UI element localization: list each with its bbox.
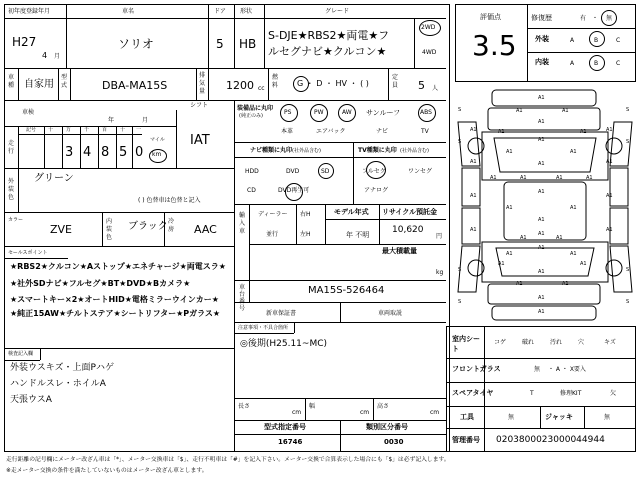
digit-header: 万 xyxy=(66,127,72,133)
spare-kit: 修理KIT xyxy=(560,390,582,397)
tool-value: 無 xyxy=(508,414,515,421)
warranty-book: 新車保証書 xyxy=(266,310,297,317)
diagram-label: A1 xyxy=(506,205,513,211)
nav-sub: (社外品含む) xyxy=(292,148,321,154)
diagram-label: A1 xyxy=(520,235,527,241)
diagram-label: A1 xyxy=(538,161,545,167)
chassis-label: 車台番号 xyxy=(239,284,246,312)
max-load-unit: kg xyxy=(436,269,444,276)
reg-month-value: 4 xyxy=(42,51,48,60)
fuel-options: G ・ D ・ HV ・ ( ) xyxy=(297,79,369,88)
diagram-label: A1 xyxy=(498,129,505,135)
score-value: 3.5 xyxy=(472,29,517,62)
chassis-value: MA15S-526464 xyxy=(308,285,385,296)
nav-dvd-play: DVD再生可 xyxy=(278,187,310,194)
import-left: 左H xyxy=(300,231,311,238)
diagram-label: A1 xyxy=(520,175,527,181)
color-label: 外装色 xyxy=(8,178,15,201)
recycle-value: 10,620 xyxy=(392,225,424,235)
type-approval-label: 型式指定番号 xyxy=(264,423,306,431)
diagram-side-mark: S xyxy=(626,107,630,113)
diagram-label: A1 xyxy=(580,261,587,267)
diagram-label: A1 xyxy=(586,175,593,181)
interior-label: 内装色 xyxy=(106,218,113,241)
diagram-side-mark: S xyxy=(458,107,462,113)
digit-header: 記号 xyxy=(26,127,37,133)
equip-item-aw: AW xyxy=(342,109,352,116)
sales-line-4: ★純正15AW★チルトステア★シートリフター★Pガラス★ xyxy=(10,309,221,318)
color-note: ( ) 色替車は色替と記入 xyxy=(138,197,201,204)
equip-leather: 本革 xyxy=(281,128,294,135)
notes-value: ◎後期(H25.11~MC) xyxy=(240,339,327,349)
diagram-label: A1 xyxy=(556,175,563,181)
sales-line-1: ★RBS2★クルコン★Aストップ★エネチャージ★両電スラ★ xyxy=(10,262,226,271)
diagram-label: A1 xyxy=(538,95,545,101)
import-label: 輸入車 xyxy=(239,212,246,235)
diagram-label: A1 xyxy=(606,159,613,165)
displacement-value: 1200 xyxy=(226,79,254,92)
capacity-unit: 人 xyxy=(432,85,439,92)
equip-tv: TV xyxy=(421,128,429,135)
diagram-label: A1 xyxy=(570,251,577,257)
diagram-side-mark: S xyxy=(458,267,462,273)
score-label: 評価点 xyxy=(480,13,501,21)
import-dealer: ディーラー xyxy=(258,211,288,218)
diagram-side-mark: S xyxy=(458,299,462,305)
color-value: グリーン xyxy=(34,173,74,184)
color-code-label: カラー xyxy=(8,217,24,223)
recycle-unit: 円 xyxy=(436,233,443,240)
year-unit: 年 xyxy=(108,117,115,124)
diagram-label: A1 xyxy=(606,127,613,133)
grade-line1: S-DJE★RBS2★両電★フ xyxy=(268,29,390,42)
shift-label: シフト xyxy=(190,102,209,109)
diagram-label: A1 xyxy=(556,235,563,241)
seat-label: 室内シート xyxy=(452,335,480,353)
car-damage-diagram xyxy=(452,86,638,324)
diagram-label: A1 xyxy=(470,127,477,133)
sales-line-2: ★社外SDナビ★フルセグ★BT★DVD★Bカメラ★ xyxy=(10,279,191,288)
diagram-side-mark: S xyxy=(626,299,630,305)
jack-label: ジャッキ xyxy=(545,413,573,421)
ac-value: AAC xyxy=(194,223,217,236)
model-code-value: DBA-MA15S xyxy=(102,79,168,92)
inspector-label: 検査記入欄 xyxy=(8,351,34,357)
seat-item: キズ xyxy=(604,339,616,346)
drive-circled: 2WD xyxy=(421,24,436,31)
digit-value: 5 xyxy=(119,145,128,160)
ac-label: 冷房 xyxy=(168,218,175,233)
ext-b: B xyxy=(594,37,599,44)
unit-mile: マイル xyxy=(150,137,165,143)
spare-missing: 欠 xyxy=(610,390,617,397)
color-code-value: ZVE xyxy=(50,223,73,236)
diagram-label: A1 xyxy=(506,251,513,257)
spare-t: T xyxy=(530,390,534,397)
exterior-label: 外装 xyxy=(535,35,549,43)
diagram-label: A1 xyxy=(570,205,577,211)
displacement-unit: cc xyxy=(258,85,265,92)
mgmt-value: 0203800023000044944 xyxy=(496,435,605,445)
diagram-label: A1 xyxy=(538,119,545,125)
diagram-side-mark: S xyxy=(626,139,630,145)
door-value: 5 xyxy=(216,37,224,51)
equip-airbag: エアバック xyxy=(316,128,346,135)
equipment-sub: (純正のみ) xyxy=(239,113,263,119)
grade-line2: ルセグナビ★クルコン★ xyxy=(268,45,387,58)
digit-divider xyxy=(44,126,45,168)
tv-label: TV種類に丸印 xyxy=(358,147,397,154)
footer-line-1: 走行距離の記号欄にメーター改ざん車は「*」、メーター交換車は「$」、走行不明車は「#」を記入下さい。メーター交換で合算表示した場合にも「$」は必ず記入します。 xyxy=(6,457,450,463)
max-load-label: 最大積載量 xyxy=(382,247,417,255)
jack-value: 無 xyxy=(604,414,611,421)
class-value: 0030 xyxy=(384,438,404,446)
spare-label: スペアタイヤ xyxy=(452,389,494,397)
footer-line-2: ※走メーター交換の条件を満たしていないものはメーター改ざん車とします。 xyxy=(6,468,208,474)
height-unit: cm xyxy=(430,409,440,416)
nav-sd: SD xyxy=(321,168,330,175)
tv-sub: (社外品含む) xyxy=(400,148,429,154)
digit-header: 十 xyxy=(120,127,126,133)
ext-c: C xyxy=(616,37,621,44)
width-label: 幅 xyxy=(309,403,316,410)
int-a: A xyxy=(570,60,575,67)
diagram-label: A1 xyxy=(516,108,523,114)
diagram-label: A1 xyxy=(606,227,613,233)
shape-label: 形状 xyxy=(240,8,253,15)
diagram-label: A1 xyxy=(498,261,505,267)
diagram-label: A1 xyxy=(538,137,545,143)
nav-dvd: DVD xyxy=(286,168,300,175)
seat-item: 穴 xyxy=(578,339,585,346)
diagram-label: A1 xyxy=(562,108,569,114)
diagram-label: A1 xyxy=(538,295,545,301)
equip-item-ps: PS xyxy=(284,109,292,116)
inspector-line-3: 天張ウスA xyxy=(10,395,52,405)
digit-divider xyxy=(98,126,99,168)
int-b: B xyxy=(594,60,599,67)
vehicle-type-label: 車種 xyxy=(8,74,15,89)
seat-item: コゲ xyxy=(494,339,507,346)
diagram-label: A1 xyxy=(538,189,545,195)
diagram-label: A1 xyxy=(562,281,569,287)
digit-divider xyxy=(132,126,133,168)
shape-value: HB xyxy=(239,37,257,51)
model-name-value: ソリオ xyxy=(118,37,154,51)
glass-value: 無 xyxy=(534,366,541,373)
fuel-label: 燃料 xyxy=(272,74,279,89)
reg-year-value: H27 xyxy=(12,35,37,49)
sunroof-label: サンルーフ xyxy=(366,109,401,117)
digit-divider xyxy=(80,126,81,168)
interior-rating-label: 内装 xyxy=(535,58,549,66)
displacement-label: 排気量 xyxy=(199,72,206,95)
digit-header: 千 xyxy=(84,127,90,133)
int-c: C xyxy=(616,60,621,67)
diagram-label: A1 xyxy=(538,217,545,223)
diagram-label: A1 xyxy=(516,281,523,287)
digit-header: 十 xyxy=(48,127,54,133)
run-label: 走行 xyxy=(8,140,15,155)
seat-item: 破れ xyxy=(522,339,535,346)
month-unit: 月 xyxy=(142,117,149,124)
capacity-value: 5 xyxy=(418,79,425,92)
tv-analog: アナログ xyxy=(364,187,389,194)
repair-no: 無 xyxy=(606,15,613,22)
digit-value: 0 xyxy=(135,145,144,160)
digit-value: 8 xyxy=(101,145,110,160)
tv-fullseg: フルセグ xyxy=(362,168,386,175)
glass-label: フロントガラス xyxy=(452,365,501,373)
capacity-label: 定員 xyxy=(392,74,399,89)
diagram-label: A1 xyxy=(570,149,577,155)
digit-value: 3 xyxy=(65,145,74,160)
digit-header: 一 xyxy=(136,127,142,133)
mgmt-label: 管理番号 xyxy=(452,436,480,444)
diagram-label: A1 xyxy=(538,231,545,237)
sales-points-label: セールスポイント xyxy=(8,250,48,256)
notes-label: 注意事項・不具合箇所 xyxy=(238,325,289,331)
nav-hdd: HDD xyxy=(245,168,259,175)
height-label: 高さ xyxy=(377,403,390,410)
reg-month-unit: 月 xyxy=(54,53,61,60)
recycle-label: リサイクル預託金 xyxy=(382,208,438,216)
tool-label: 工具 xyxy=(460,413,474,421)
repair-yes: 有 xyxy=(580,15,587,22)
door-label: ドア xyxy=(214,8,226,15)
equipment-label: 装備品に丸印 xyxy=(237,105,274,112)
inspector-line-1: 外装ウスキズ・上面Pハゲ xyxy=(10,363,114,373)
seat-item: 汚れ xyxy=(550,339,563,346)
ext-a: A xyxy=(570,37,575,44)
type-approval-value: 16746 xyxy=(278,438,303,446)
diagram-label: A1 xyxy=(470,193,477,199)
length-unit: cm xyxy=(292,409,302,416)
glass-items: ・ A ・ X要入 xyxy=(548,366,586,373)
import-parallel: 並行 xyxy=(266,231,279,238)
grade-label: グレード xyxy=(325,8,350,15)
shaken-label: 車検 xyxy=(22,109,35,116)
digit-divider xyxy=(116,126,117,168)
diagram-label: A1 xyxy=(470,159,477,165)
sales-line-3: ★スマートキー×2★オートHID★電格ミラーウインカー★ xyxy=(10,295,219,304)
diagram-label: A1 xyxy=(580,129,587,135)
repair-label: 修復歴 xyxy=(531,14,552,22)
model-year-label: モデル年式 xyxy=(334,208,369,216)
model-year-value: 年 不明 xyxy=(346,231,370,239)
diagram-label: A1 xyxy=(538,269,545,275)
diagram-label: A1 xyxy=(606,193,613,199)
model-code-label: 型式 xyxy=(61,74,68,89)
digit-value: 4 xyxy=(83,145,92,160)
interior-value: ブラック xyxy=(128,221,168,232)
diagram-side-mark: S xyxy=(458,139,462,145)
nav-cd: CD xyxy=(247,187,256,194)
diagram-label: A1 xyxy=(470,227,477,233)
reg-year-label: 初年度登録年月 xyxy=(8,8,51,15)
equip-item-pw: PW xyxy=(314,109,324,116)
warranty-manual: 車両取説 xyxy=(378,310,403,317)
diagram-label: A1 xyxy=(506,149,513,155)
import-right: 右H xyxy=(300,211,311,218)
model-name-label: 車名 xyxy=(122,8,135,15)
diagram-label: A1 xyxy=(490,175,497,181)
inspector-line-2: ハンドルスレ・ホイルA xyxy=(10,379,106,389)
diagram-label: A1 xyxy=(538,309,545,315)
unit-km: km xyxy=(152,151,162,158)
drive-alt: 4WD xyxy=(422,49,437,56)
equip-navi: ナビ xyxy=(376,128,389,135)
diagram-label: A1 xyxy=(538,245,545,251)
tv-oneseg: ワンセグ xyxy=(408,168,433,175)
length-label: 長さ xyxy=(238,403,251,410)
digit-header: 百 xyxy=(102,127,108,133)
repair-dot: ・ xyxy=(592,15,599,22)
width-unit: cm xyxy=(360,409,370,416)
shift-value: IAT xyxy=(190,133,210,148)
diagram-side-mark: S xyxy=(626,267,630,273)
nav-label: ナビ種類に丸印 xyxy=(250,147,293,154)
equip-item-abs: ABS xyxy=(420,109,432,116)
usage-value: 自家用 xyxy=(24,79,54,90)
class-label: 類別区分番号 xyxy=(366,423,408,431)
digit-divider xyxy=(62,126,63,168)
